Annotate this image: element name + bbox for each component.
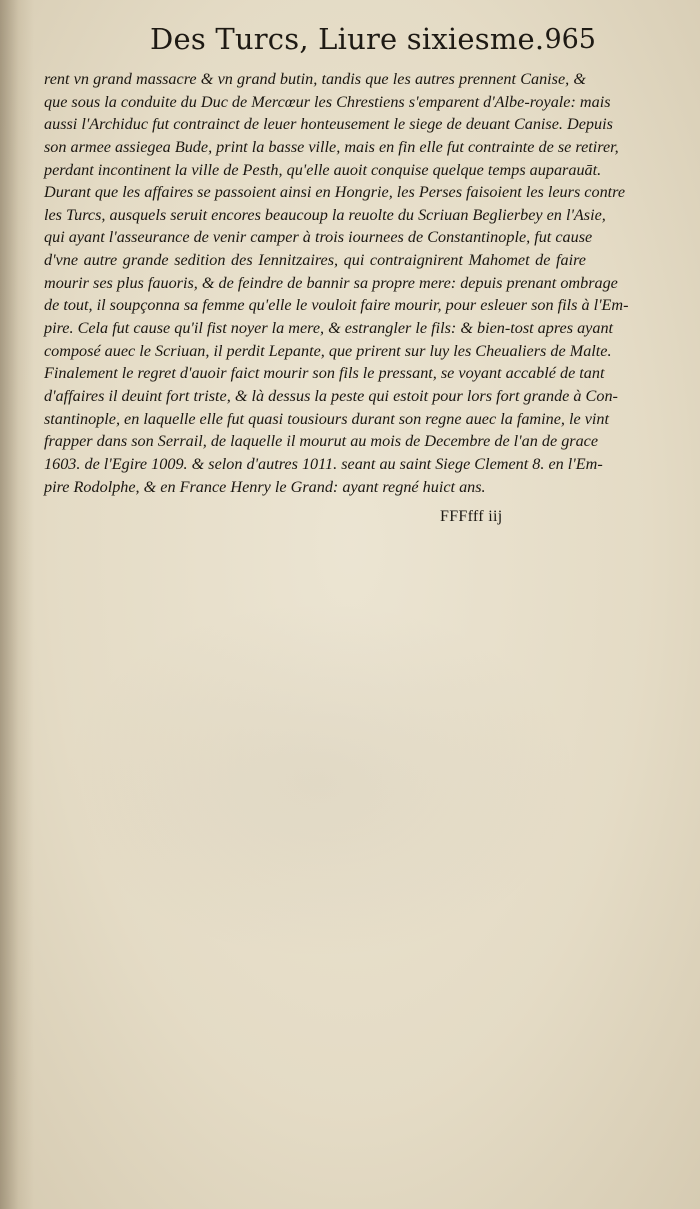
text-line: rent vn grand massacre & vn grand butin, tandis que les autres prennent Canise, &: [44, 70, 586, 88]
text-line: qui ayant l'asseurance de venir camper à trois iournees de Constantinople, fut cause: [44, 228, 593, 247]
text-line: perdant incontinent la ville de Pesth, qu'elle auoit conquise quelque temps auparauāt.: [44, 160, 602, 179]
text-line: composé auec le Scriuan, il perdit Lepante, que prirent sur luy les Cheualiers de Malte.: [44, 341, 612, 360]
signature-mark: FFFfff iij: [440, 508, 503, 525]
text-line: mourir ses plus fauoris, & de feindre de bannir sa propre mere: depuis prenant ombrage: [44, 273, 618, 292]
text-line: frapper dans son Serrail, de laquelle il mourut au mois de Decembre de l'an de grace: [44, 432, 599, 451]
gutter-shadow: [0, 0, 34, 1209]
text-line: son armee assiegea Bude, print la basse ville, mais en fin elle fut contrainte de se retirer,: [44, 137, 619, 156]
text-line: aussi l'Archiduc fut contrainct de leuer honteusement le siege de deuant Canise. Depuis: [44, 115, 613, 134]
text-line: 1603. de l'Egire 1009. & selon d'autres 1011. seant au saint Siege Clement 8. en l'Em-: [44, 454, 603, 473]
text-line: d'affaires il deuint fort triste, & là dessus la peste qui estoit pour lors fort grande à Con-: [44, 386, 618, 405]
text-line: stantinople, en laquelle elle fut quasi tousiours durant son regne auec la famine, le vint: [44, 409, 609, 428]
text-line: pire Rodolphe, & en France Henry le Grand: ayant regné huict ans.: [44, 477, 486, 496]
text-line: les Turcs, ausquels seruit encores beaucoup la reuolte du Scriuan Beglierbey en l'Asie,: [44, 205, 606, 224]
running-head: Des Turcs, Liure sixiesme.: [150, 22, 545, 56]
text-line: Durant que les affaires se passoient ainsi en Hongrie, les Perses faisoient les leurs contre: [44, 183, 626, 202]
text-line: Finalement le regret d'auoir faict mourir son fils le pressant, se voyant accablé de tant: [44, 364, 605, 383]
body-paragraph: [44, 68, 629, 498]
text-line: que sous la conduite du Duc de Mercœur les Chrestiens s'emparent d'Albe-royale: mais: [44, 92, 611, 111]
page-header: [150, 22, 596, 66]
show-through-bleed: [60, 600, 580, 960]
page-number: 965: [544, 24, 596, 55]
text-line: pire. Cela fut cause qu'il fist noyer la mere, & estrangler le fils: & bien-tost apres ayant: [44, 319, 614, 338]
text-line: de tout, il soupçonna sa femme qu'elle le vouloit faire mourir, pour esleuer son fils à l'Em-: [44, 296, 629, 315]
text-line: d'vne autre grande sedition des Iennitzaires, qui contraignirent Mahomet de faire: [44, 251, 586, 270]
